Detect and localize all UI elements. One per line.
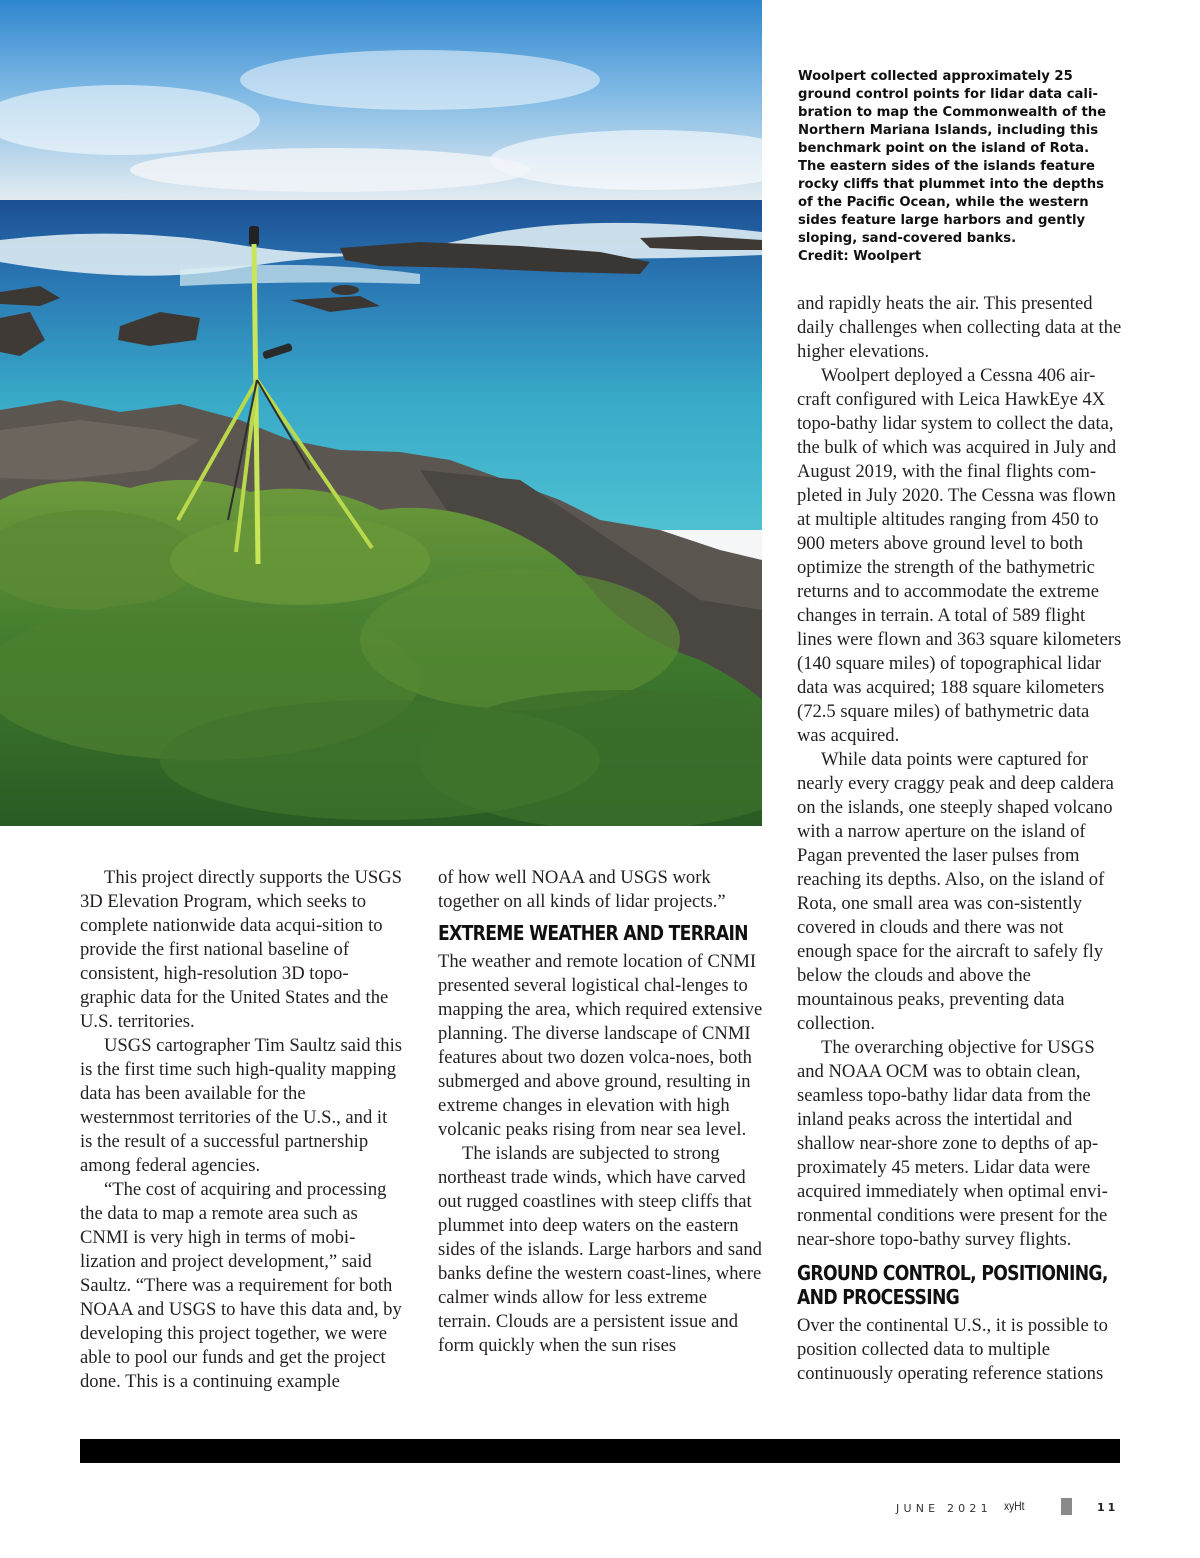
paragraph: “The cost of acquiring and processing the data to map a remote area such as CNMI is very high in terms of mobi-lization and project development,” said Saultz. “There was a requirement for both NOAA and USGS to have this data and, by developing this project together, we were able to pool our funds and get the project done. This is a continuing example xyxy=(80,1179,402,1392)
coastline-photo-illustration xyxy=(0,0,762,826)
issue-date: JUNE 2021 xyxy=(896,1502,992,1515)
section-heading: EXTREME WEATHER AND TERRAIN xyxy=(438,921,748,945)
article-column-1 xyxy=(80,866,403,1394)
article-column-3 xyxy=(797,292,1122,1386)
paragraph: The weather and remote location of CNMI presented several logistical chal-lenges to mapping the area, which required extensive planning. The diverse landscape of CNMI features about two dozen volca-noes, both submerged and above ground, resulting in extreme changes in elevation with high volcanic peaks rising from near sea level. xyxy=(438,951,763,1140)
page-number: 11 xyxy=(1097,1501,1119,1514)
paragraph: of how well NOAA and USGS work together on all kinds of lidar projects.” xyxy=(438,867,726,912)
paragraph: This project directly supports the USGS 3D Elevation Program, which seeks to complete nationwide data acqui-sition to provide the first national baseline of consistent, high-resolution 3D topo-graphic data for the United States and the U.S. territories. xyxy=(80,867,402,1032)
section-heading-line-2: AND PROCESSING xyxy=(797,1285,960,1309)
paragraph: Woolpert deployed a Cessna 406 air-craft configured with Leica HawkEye 4X topo-bathy lidar system to collect the data, the bulk of which was acquired in July and August 2019, with the final flights com-pleted in July 2020. The Cessna was flown at multiple altitudes ranging from 450 to 900 meters above ground level to both optimize the strength of the bathymetric returns and to accommodate the extreme changes in terrain. A total of 589 flight lines were flown and 363 square kilometers (140 square miles) of topographical lidar data was acquired; 188 square kilometers (72.5 square miles) of bathymetric data was acquired. xyxy=(797,365,1122,746)
footer-divider-block xyxy=(1061,1498,1072,1515)
magazine-name: xyHt xyxy=(1004,1499,1025,1513)
paragraph: and rapidly heats the air. This presented daily challenges when collecting data at the higher elevations. xyxy=(797,293,1122,362)
paragraph: USGS cartographer Tim Saultz said this is the first time such high-quality mapping data has been available for the westernmost territories of the U.S., and it is the result of a successful partnership among federal agencies. xyxy=(80,1035,403,1176)
paragraph: The islands are subjected to strong northeast trade winds, which have carved out rugged coastlines with steep cliffs that plummet into deep waters on the eastern sides of the islands. Large harbors and sand banks define the western coast-lines, where calmer winds allow for less extreme terrain. Clouds are a persistent issue and form quickly when the sun rises xyxy=(438,1143,762,1356)
caption-text: Woolpert collected approximately 25 ground control points for lidar data cali-bration to map the Commonwealth of the Northern Mariana Islands, including this benchmark point on the island of Rota. The eastern sides of the islands feature rocky cliffs that plummet into the depths of the Pacific Ocean, while the western sides feature large harbors and gently sloping, sand-covered banks. xyxy=(798,69,1107,246)
section-heading-line-1: GROUND CONTROL, POSITIONING, xyxy=(797,1261,1108,1285)
section-heading-group xyxy=(797,1261,1122,1309)
footer-bar xyxy=(80,1439,1120,1463)
article-column-2 xyxy=(438,866,763,1358)
paragraph: While data points were captured for nearly every craggy peak and deep caldera on the islands, one steeply shaped volcano with a narrow aperture on the island of Pagan prevented the laser pulses from reaching its depths. Also, on the island of Rota, one small area was con-sistently covered in clouds and there was not enough space for the aircraft to safely fly below the clouds and above the mountainous peaks, preventing data collection. xyxy=(797,749,1114,1034)
paragraph: The overarching objective for USGS and NOAA OCM was to obtain clean, seamless topo-bathy lidar data from the inland peaks across the intertidal and shallow near-shore zone to depths of ap-proximately 45 meters. Lidar data were acquired immediately when optimal envi-ronmental conditions were present for the near-shore topo-bathy survey flights. xyxy=(797,1037,1108,1250)
paragraph: Over the continental U.S., it is possible to position collected data to multiple continuously operating reference stations xyxy=(797,1315,1108,1384)
photo-caption xyxy=(798,68,1110,266)
caption-credit: Credit: Woolpert xyxy=(798,249,922,264)
article-photo xyxy=(0,0,762,826)
